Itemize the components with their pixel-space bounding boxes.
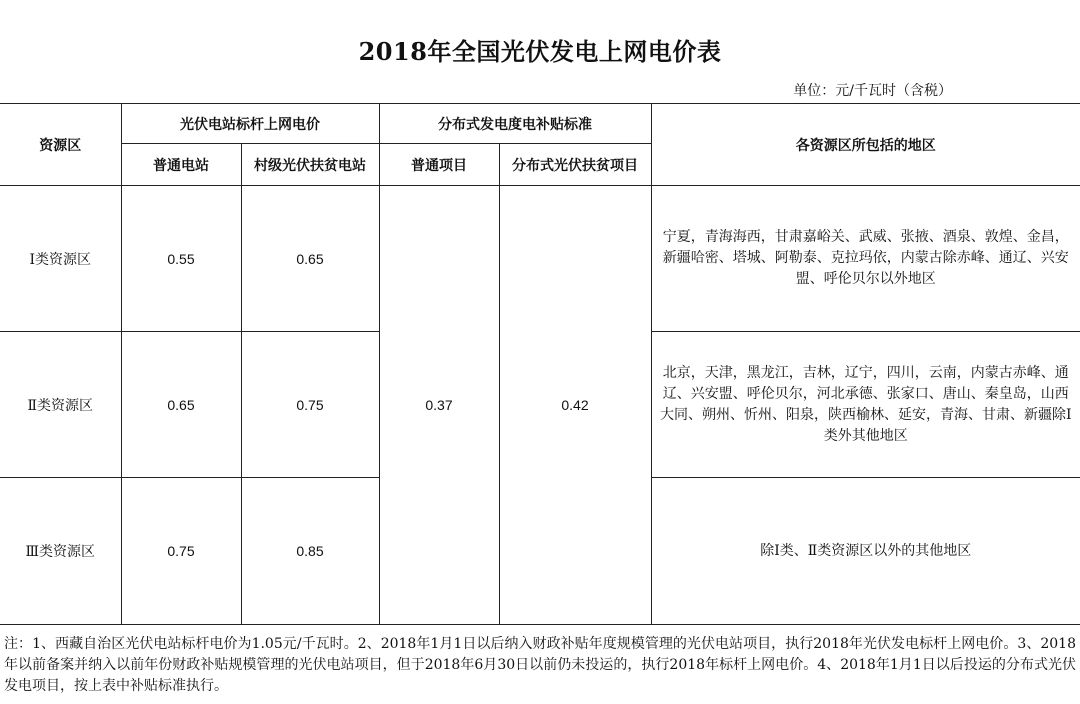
village-poverty-station-price: 0.75 bbox=[241, 332, 379, 478]
unit-label: 单位：元/千瓦时（含税） bbox=[793, 83, 952, 99]
zone-cell: Ⅱ类资源区 bbox=[0, 332, 121, 478]
footnotes: 注：1、西藏自治区光伏电站标杆电价为1.05元/千瓦时。2、2018年1月1日以后纳入财政补贴年度规模管理的光伏电站项目，执行2018年光伏发电标杆上网电价。3、2018年以前备案并纳入以前年份财政补贴规模管理的光伏电站项目，但于2018年6月30日以前仍未投运的，执行2018年标杆上网电价。4、2018年1月1日以后投运的分布式光伏发电项目，按上表中补贴标准执行。 bbox=[4, 636, 1076, 694]
zone-cell: Ⅰ类资源区 bbox=[0, 186, 121, 332]
ordinary-station-price: 0.55 bbox=[121, 186, 241, 332]
header-zone: 资源区 bbox=[0, 104, 121, 186]
village-poverty-station-price: 0.65 bbox=[241, 186, 379, 332]
header-benchmark-group: 光伏电站标杆上网电价 bbox=[121, 104, 379, 144]
table-row bbox=[0, 186, 1080, 332]
distributed-poverty-project-subsidy: 0.42 bbox=[499, 186, 651, 625]
zone-cell: Ⅲ类资源区 bbox=[0, 478, 121, 625]
header-village-poverty-station: 村级光伏扶贫电站 bbox=[241, 144, 379, 186]
header-ordinary-station: 普通电站 bbox=[121, 144, 241, 186]
ordinary-station-price: 0.65 bbox=[121, 332, 241, 478]
price-table bbox=[0, 103, 1080, 625]
ordinary-station-price: 0.75 bbox=[121, 478, 241, 625]
page-title: 2018年全国光伏发电上网电价表 bbox=[358, 37, 722, 66]
regions-cell: 宁夏，青海海西，甘肃嘉峪关、武威、张掖、酒泉、敦煌、金昌，新疆哈密、塔城、阿勒泰、克拉玛依，内蒙古除赤峰、通辽、兴安盟、呼伦贝尔以外地区 bbox=[651, 186, 1080, 332]
village-poverty-station-price: 0.85 bbox=[241, 478, 379, 625]
header-distributed-group: 分布式发电度电补贴标准 bbox=[379, 104, 651, 144]
regions-cell: 北京，天津，黑龙江，吉林，辽宁，四川，云南，内蒙古赤峰、通辽、兴安盟、呼伦贝尔，河北承德、张家口、唐山、秦皇岛，山西大同、朔州、忻州、阳泉，陕西榆林、延安，青海、甘肃、新疆除Ⅰ类外其他地区 bbox=[651, 332, 1080, 478]
header-distributed-poverty-project: 分布式光伏扶贫项目 bbox=[499, 144, 651, 186]
header-regions: 各资源区所包括的地区 bbox=[651, 104, 1080, 186]
regions-cell: 除Ⅰ类、Ⅱ类资源区以外的其他地区 bbox=[651, 478, 1080, 625]
ordinary-project-subsidy: 0.37 bbox=[379, 186, 499, 625]
header-ordinary-project: 普通项目 bbox=[379, 144, 499, 186]
